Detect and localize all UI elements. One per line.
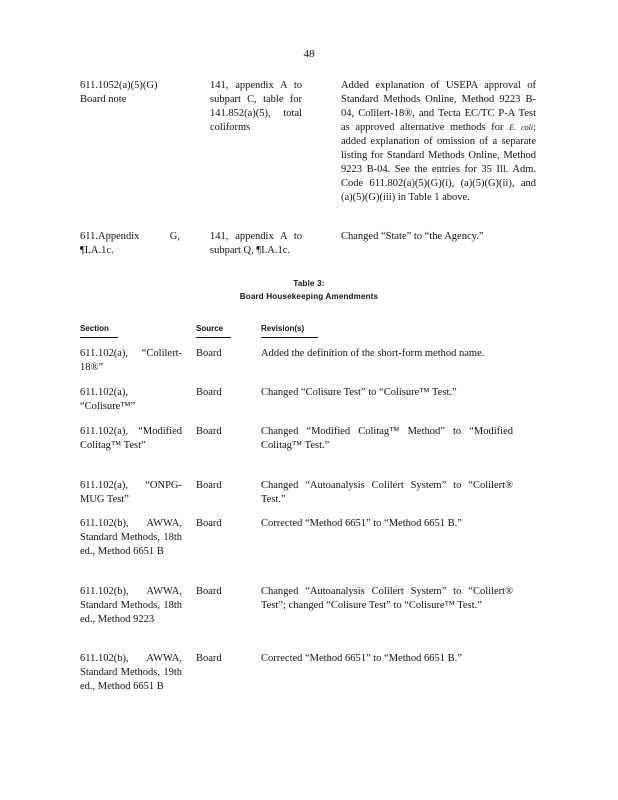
header-section: Section: [80, 322, 118, 338]
section-cell: 611.102(b), AWWA, Standard Methods, 18th ed., Method 9223: [80, 586, 182, 625]
table-header: [80, 322, 540, 336]
header-revisions: Revision(s): [261, 322, 318, 338]
source-cell: Board: [196, 653, 222, 664]
revision-cell: [341, 79, 536, 205]
section-cell: 611.102(b), AWWA, Standard Methods, 18th ed., Method 6651 B: [80, 518, 182, 557]
revision-cell: Corrected “Method 6651” to “Method 6651 B.”: [261, 653, 462, 664]
section-cell: 611.1052(a)(5)(G) Board note: [80, 80, 158, 105]
source-cell: Board: [196, 586, 222, 597]
revision-cell: Changed “State” to “the Agency.”: [341, 231, 484, 242]
revision-cell: Corrected “Method 6651” to “Method 6651 B.”: [261, 518, 462, 529]
section-cell: 611.Appendix G, ¶I.A.1c.: [80, 231, 180, 256]
revision-cell: Changed “Modified Colitag™ Method” to “Modified Colitag™ Test.”: [261, 426, 513, 451]
source-cell: Board: [196, 518, 222, 529]
source-cell: Board: [196, 387, 222, 398]
revision-text: Added explanation of USEPA approval of Standard Methods Online, Method 9223 B-04, Colilert-18®, and Tecta EC/TC P-A Test as approved alternative methods for: [341, 80, 536, 133]
table-caption-title: Board Housekeeping Amendments: [239, 292, 379, 301]
section-cell: 611.102(b), AWWA, Standard Methods, 19th ed., Method 6651 B: [80, 653, 182, 692]
table-caption-number: Table 3:: [293, 279, 325, 288]
source-cell: Board: [196, 348, 222, 359]
table-caption: [0, 277, 618, 303]
revision-cell: Changed “Colisure Test” to “Colisure™ Test.”: [261, 387, 457, 398]
source-cell: Board: [196, 480, 222, 491]
revision-emphasis: E. coli: [509, 123, 534, 132]
page-number: 48: [303, 48, 315, 60]
source-cell: 141, appendix A to subpart C, table for 141.852(a)(5), total coliforms: [210, 80, 302, 133]
section-cell: 611.102(a), “Colilert-18®”: [80, 348, 182, 373]
section-cell: 611.102(a), “ONPG-MUG Test”: [80, 480, 182, 505]
revision-text: ; added explanation of omission of a separate listing for Standard Methods Online, Method 9223 B-04. See the entries for 35 Ill. Adm. Code 611.802(a)(5)(G)(i), (a)(5)(G)(ii), and (a)(5)(G)(iii) in Table 1 above.: [341, 122, 537, 203]
revision-cell: Added the definition of the short-form method name.: [261, 348, 485, 359]
section-cell: 611.102(a), “Colisure™”: [80, 387, 136, 412]
source-cell: 141, appendix A to subpart Q, ¶I.A.1c.: [210, 231, 302, 256]
section-cell: 611.102(a), “Modified Colitag™ Test”: [80, 426, 182, 451]
revision-cell: Changed “Autoanalysis Colilert System” to “Colilert® Test.”: [261, 480, 513, 505]
header-source: Source: [196, 322, 231, 338]
revision-cell: Changed “Autoanalysis Colilert System” to “Colilert® Test”; changed “Colisure Test” to “Colisure™ Test.”: [261, 586, 513, 611]
source-cell: Board: [196, 426, 222, 437]
